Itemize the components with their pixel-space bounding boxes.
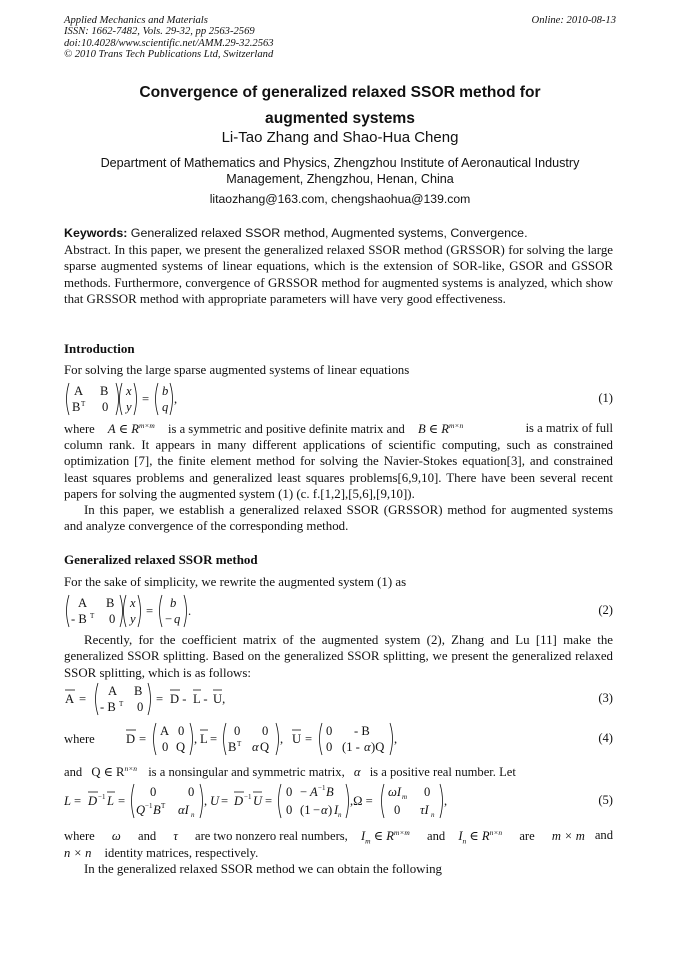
issn-line: ISSN: 1662-7482, Vols. 29-32, pp 2563-2569 [64,26,255,38]
copyright-line: © 2010 Trans Tech Publications Ltd, Switzerland [64,49,274,61]
equation-2-matrix [64,593,224,629]
svg-text:B: B [326,785,334,799]
svg-text:,: , [174,392,178,406]
svg-text:=: = [142,392,150,406]
svg-text:αI: αI [178,803,189,817]
equation-4 [64,721,613,755]
svg-text:b: b [170,596,177,610]
svg-text:U,: U, [213,692,226,706]
svg-text:0: 0 [286,803,293,817]
svg-text:α: α [252,740,259,754]
svg-text:Q: Q [176,740,186,754]
intro-paragraph-1: For solving the large sparse augmented systems of linear equations [64,363,410,377]
svg-text:Q: Q [136,803,146,817]
journal-name: Applied Mechanics and Materials [64,15,208,26]
svg-text:n: n [338,811,342,819]
intro-paragraph-2-line-1: where A ∈ $R^{m\times m}$ is a symmetric and positive definite matrix and B ∈ $R^{m\times n}$ is a matrix of full [64,421,613,437]
svg-text:0: 0 [326,740,333,754]
svg-text:=: = [118,794,126,808]
intro-paragraph-3: In this paper, we establish a generalized relaxed SSOR (GRSSOR) method for augmented systems and analyze convergence of the corresponding method. [64,503,613,534]
svg-text:,: , [204,794,208,808]
journal-header [64,15,616,61]
svg-text:- B: - B [100,700,116,714]
svg-text:T: T [119,700,124,708]
svg-text:U: U [253,794,263,808]
keywords-label: Keywords: [64,226,128,240]
grssor-heading: Generalized relaxed SSOR method [64,552,258,567]
equation-1 [64,381,613,415]
svg-text:α: α [364,740,371,754]
svg-text:=: = [139,732,147,746]
svg-text:0: 0 [424,785,431,799]
svg-text:−: − [300,785,308,799]
author-emails: litaozhang@163.com, chengshaohua@139.com [209,192,471,206]
svg-text:): ) [328,803,333,817]
svg-text:D -: D - [170,692,187,706]
svg-text:α: α [321,803,328,817]
svg-text:0: 0 [286,785,293,799]
svg-text:0: 0 [188,785,195,799]
svg-text:q: q [174,612,181,626]
svg-text:L: L [200,732,208,746]
svg-text:0: 0 [109,612,116,626]
svg-text:D: D [126,732,136,746]
svg-text:q: q [162,400,169,414]
svg-text:−1: −1 [318,784,326,792]
svg-text:B: B [106,596,115,610]
svg-text:B: B [153,803,161,817]
equation-2 [64,593,613,627]
svg-text:)Q: )Q [371,740,385,754]
affiliation-line-1: Department of Mathematics and Physics, Zhengzhou Institute of Aeronautical Industry [100,156,580,170]
svg-text:τI: τI [420,803,429,817]
svg-text:T: T [237,740,242,748]
svg-text:0: 0 [326,724,333,738]
svg-text:,: , [280,732,284,746]
equation-number-5: (5) [598,793,613,807]
svg-text:,: , [194,732,198,746]
equation-5-matrices [64,781,484,821]
svg-text:I: I [334,803,339,817]
svg-text:A: A [65,692,75,706]
svg-text:0: 0 [262,724,269,738]
svg-text:T: T [161,802,166,810]
abstract: Abstract. In this paper, we present the generalized relaxed SSOR method (GRSSOR) for solving the large sparse augmented systems of linear equations, which is the extension of SOR-like, GSOR and GSSOR methods. Furthermore, convergence of GRSSOR method for augmented systems is analyzed, which show that GRSSOR method with appropriate parameters will have very good effectiveness. [64,243,613,306]
svg-text:x: x [126,384,132,398]
equation-3-matrix [64,681,294,717]
svg-text:B: B [228,740,237,754]
grssor-paragraph-5: In the generalized relaxed SSOR method we can obtain the following [84,862,442,876]
svg-text:0: 0 [162,740,169,754]
grssor-paragraph-1: For the sake of simplicity, we rewrite the augmented system (1) as [64,575,407,589]
svg-text:y: y [126,400,132,414]
svg-text:−1: −1 [145,802,153,810]
svg-text:=: = [156,692,164,706]
svg-text:B: B [100,384,109,398]
keywords [64,226,616,240]
equation-5 [64,781,613,821]
doi-line: doi:10.4028/www.scientific.net/AMM.29-32.2563 [64,37,274,49]
title-line-1: Convergence of generalized relaxed SSOR method for [139,84,541,101]
keywords-text: Generalized relaxed SSOR method, Augmented systems, Convergence. [127,226,528,240]
svg-text:T: T [90,612,95,620]
equation-4-where: where [64,732,95,746]
grssor-paragraph-3: and Q ∈ $R^{n\times n}$ is a nonsingular and symmetric matrix, α is a positive real number. Let [64,764,516,780]
svg-text:A: A [108,684,118,698]
svg-text:−1: −1 [244,793,252,801]
svg-text:- B: - B [354,724,370,738]
equation-number-2: (2) [598,603,613,617]
svg-text:=: = [210,732,218,746]
equation-1-matrix [64,381,204,417]
svg-text:y: y [130,612,136,626]
equation-number-4: (4) [598,731,613,745]
svg-text:D: D [234,794,244,808]
authors: Li-Tao Zhang and Shao-Hua Cheng [221,129,459,146]
title-line-2: augmented systems [265,110,415,127]
svg-text:m: m [402,793,408,801]
grssor-paragraph-4-line-1: where ω and τ are two nonzero real numbers, $I_m$ ∈ $R^{m\times m}$ and $I_n$ ∈ $R^{n\times n}$ are m × m and [64,828,613,846]
svg-text:=: = [146,604,154,618]
svg-text:- B: - B [71,612,87,626]
affiliation-line-2: Management, Zhengzhou, Henan, China [226,171,454,186]
intro-paragraph-2: column rank. It appears in many different applications of scientific computing, such as constrained optimization [7], the finite element method for solving the Navier-Stokes equation[3], and constrained least squares problems and generalized least squares problems[6,9,10]. There have been several recent papers for solving the augmented system (1) (c. f.[1,2],[5,6],[9,10]). [64,438,613,501]
equation-number-1: (1) [598,391,613,405]
paper-title [64,80,616,132]
svg-text:U: U [210,794,220,808]
svg-text:x: x [130,596,136,610]
svg-text:0: 0 [234,724,241,738]
svg-text:(1 -: (1 - [342,740,360,754]
svg-text:=: = [221,794,229,808]
svg-text:−: − [165,612,173,626]
equation-number-3: (3) [598,691,613,705]
svg-text:A: A [310,785,318,799]
intro-heading: Introduction [64,341,135,356]
online-date: Online: 2010-08-13 [531,15,616,26]
svg-text:=: = [74,794,82,808]
svg-text:.: . [188,604,192,618]
svg-text:U: U [292,732,302,746]
svg-text:,Ω =: ,Ω = [350,794,373,808]
svg-text:0: 0 [178,724,185,738]
equation-4-matrices [126,721,486,757]
svg-text:L: L [107,794,115,808]
svg-text:n: n [431,811,435,819]
grssor-paragraph-2: Recently, for the coefficient matrix of the augmented system (2), Zhang and Lu [11] make the generalized SSOR splitting. Based on the generalized SSOR splitting, we present the generalized relaxed SSOR splitting, which is as follows: [64,633,613,680]
svg-text:D: D [88,794,98,808]
svg-text:A: A [74,384,84,398]
svg-text:A: A [78,596,88,610]
svg-text:0: 0 [102,400,109,414]
grssor-paragraph-4-line-2: n × n identity matrices, respectively. [64,846,259,860]
svg-text:A: A [160,724,170,738]
svg-text:=: = [305,732,313,746]
svg-text:T: T [81,400,86,408]
svg-text:ωI: ωI [388,785,402,799]
svg-text:,: , [394,732,398,746]
svg-text:n: n [191,811,195,819]
svg-text:=: = [265,794,273,808]
svg-text:,: , [444,794,448,808]
svg-text:0: 0 [394,803,401,817]
equation-3 [64,681,613,715]
svg-text:L: L [64,794,72,808]
svg-text:0: 0 [150,785,157,799]
svg-text:B: B [72,400,81,414]
svg-text:−1: −1 [98,793,106,801]
svg-text:(1: (1 [300,803,311,817]
svg-text:=: = [79,692,87,706]
svg-text:Q: Q [260,740,270,754]
svg-text:b: b [162,384,169,398]
affiliation [64,156,616,187]
svg-text:−: − [313,803,321,817]
svg-text:L -: L - [193,692,208,706]
svg-text:0: 0 [137,700,144,714]
svg-text:B: B [134,684,143,698]
